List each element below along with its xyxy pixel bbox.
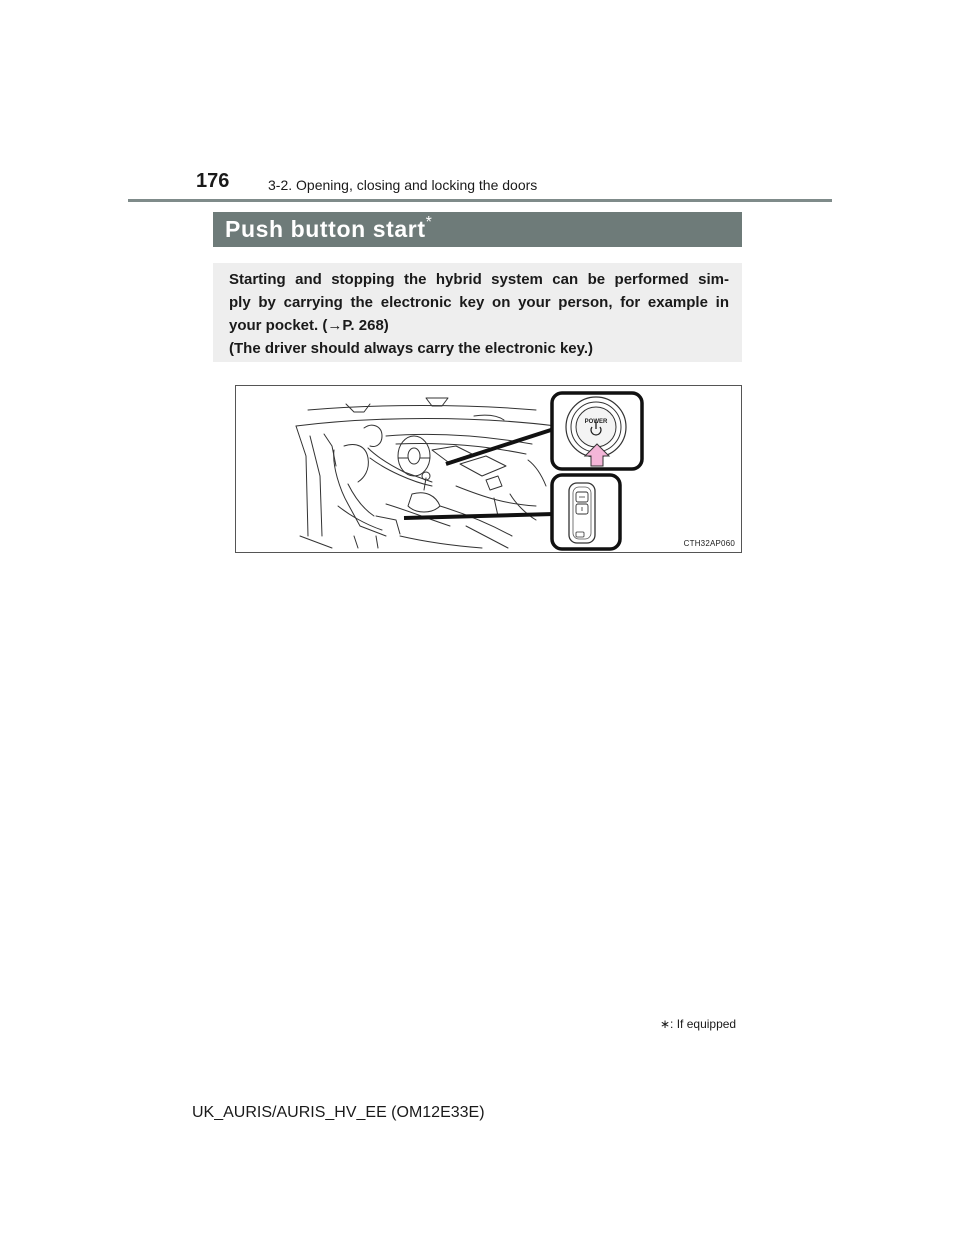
svg-text:POWER: POWER [584,419,608,425]
page-number: 176 [196,170,230,192]
page-footer: UK_AURIS/AURIS_HV_EE (OM12E33E) [192,1104,485,1121]
leader-line-power [446,429,554,464]
intro-line: Starting and stopping the hybrid system can be performed sim- [229,271,729,288]
footnote: ∗: If equipped [660,1017,737,1031]
electronic-key-icon [569,483,595,543]
section-title-bar [213,212,742,247]
intro-line: ply by carrying the electronic key on your person, for example in [229,294,729,311]
intro-line: (The driver should always carry the electronic key.) [229,340,594,357]
if-equipped-mark: * [425,214,432,231]
intro-line: your pocket. (→P. 268) [229,317,389,334]
chapter-heading: 3-2. Opening, closing and locking the doors [268,177,538,193]
section-title: Push button start [225,216,426,242]
header-rule [128,199,832,202]
push-button-start-illustration [235,385,742,553]
figure-code: CTH32AP060 [683,539,735,548]
intro-box [213,263,742,362]
car-interior-drawing [236,386,741,552]
